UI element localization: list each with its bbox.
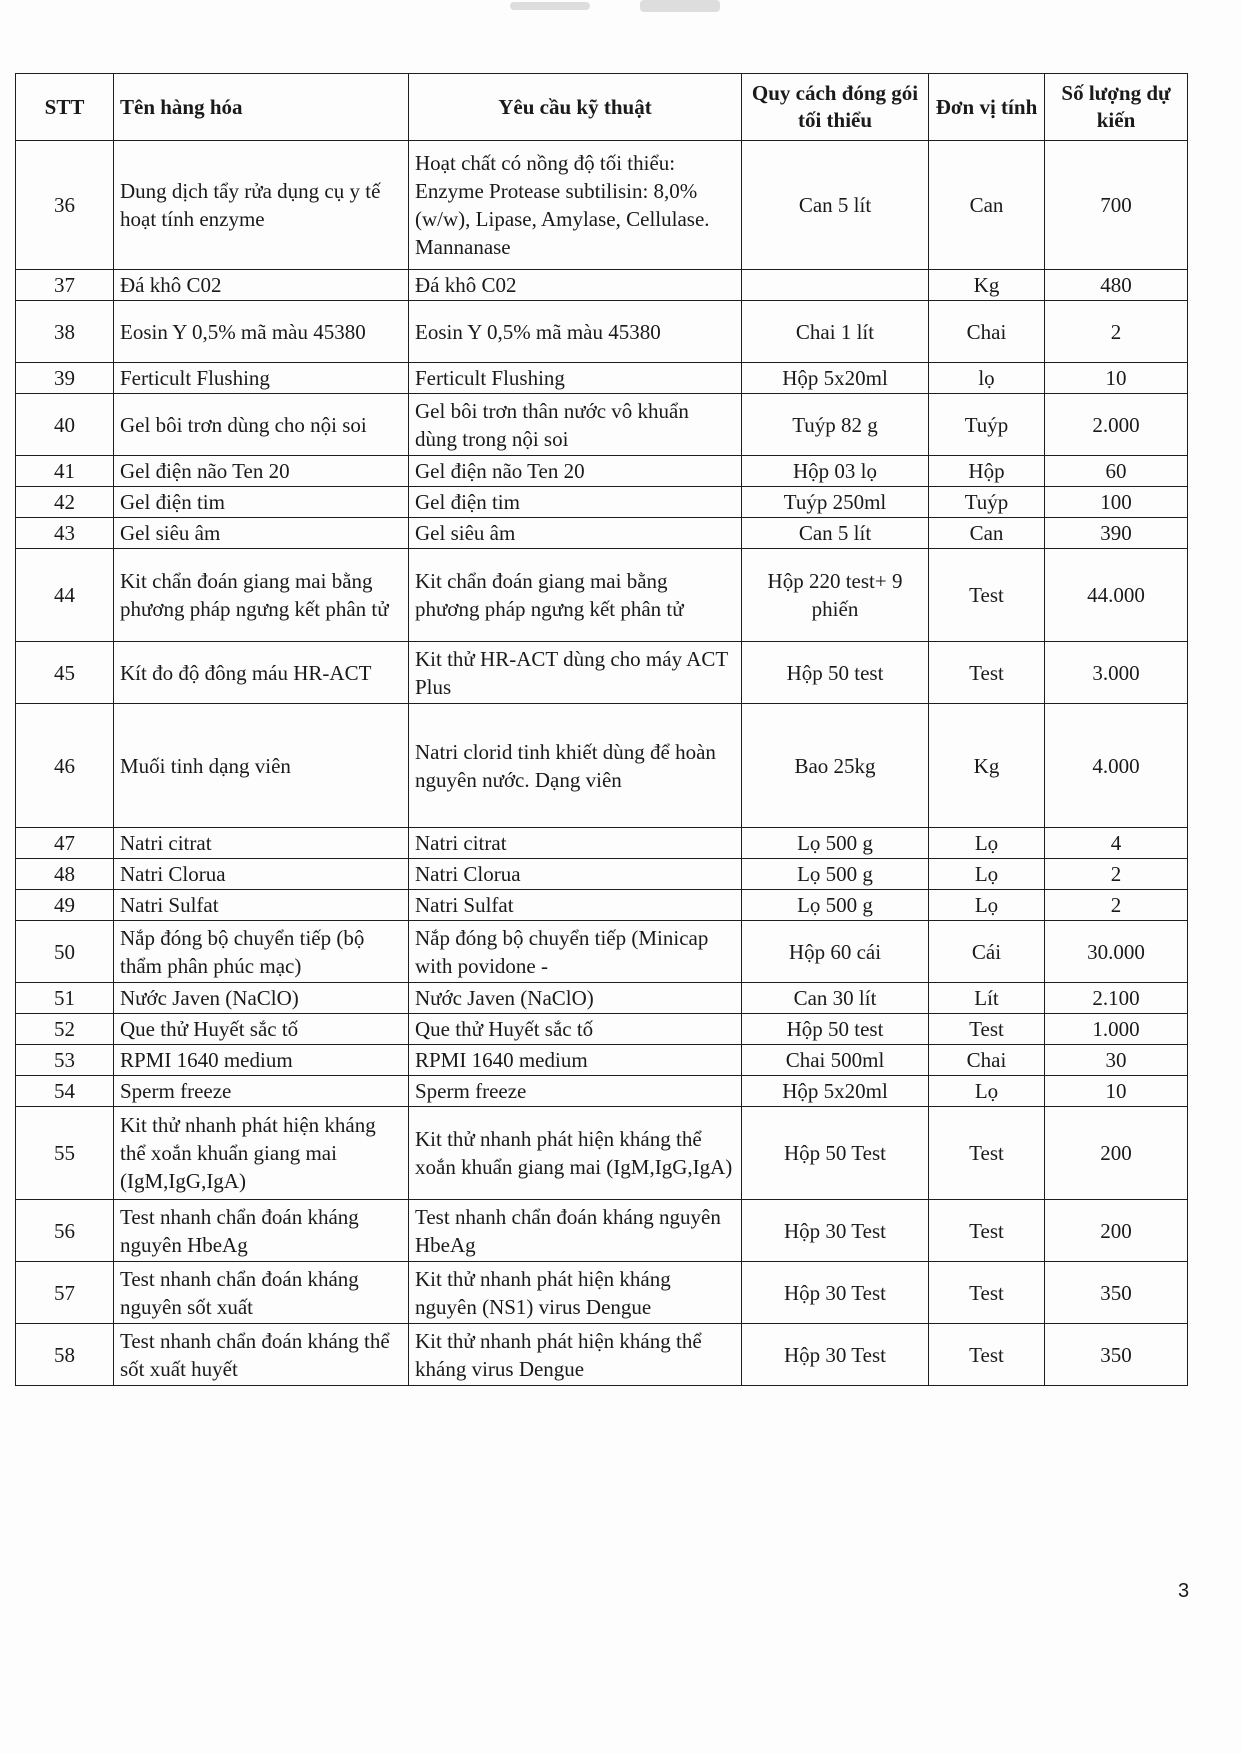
table-row <box>16 1076 1188 1107</box>
cell-unit: Test <box>929 1200 1045 1262</box>
cell-qty: 2.100 <box>1045 983 1188 1014</box>
table-row <box>16 921 1188 983</box>
cell-qty: 30 <box>1045 1045 1188 1076</box>
cell-pack: Lọ 500 g <box>742 828 929 859</box>
cell-name: Eosin Y 0,5% mã màu 45380 <box>114 301 409 363</box>
cell-name: Sperm freeze <box>114 1076 409 1107</box>
cell-stt: 57 <box>16 1262 114 1324</box>
table-row <box>16 890 1188 921</box>
table-row <box>16 141 1188 270</box>
scan-smudge <box>640 0 720 12</box>
cell-pack: Lọ 500 g <box>742 859 929 890</box>
cell-stt: 51 <box>16 983 114 1014</box>
cell-name: Test nhanh chẩn đoán kháng nguyên HbeAg <box>114 1200 409 1262</box>
cell-pack: Hộp 50 test <box>742 642 929 704</box>
cell-name: Natri citrat <box>114 828 409 859</box>
cell-qty: 2 <box>1045 890 1188 921</box>
cell-unit: Test <box>929 1107 1045 1200</box>
cell-spec: Gel siêu âm <box>409 518 742 549</box>
cell-name: Đá khô C02 <box>114 270 409 301</box>
cell-spec: Kit thử HR-ACT dùng cho máy ACT Plus <box>409 642 742 704</box>
cell-name: Nắp đóng bộ chuyển tiếp (bộ thẩm phân phúc mạc) <box>114 921 409 983</box>
cell-pack: Tuýp 82 g <box>742 394 929 456</box>
cell-stt: 47 <box>16 828 114 859</box>
cell-stt: 50 <box>16 921 114 983</box>
table-row <box>16 549 1188 642</box>
cell-stt: 43 <box>16 518 114 549</box>
cell-pack: Hộp 5x20ml <box>742 1076 929 1107</box>
table-row <box>16 828 1188 859</box>
cell-name: Test nhanh chẩn đoán kháng nguyên sốt xuất <box>114 1262 409 1324</box>
cell-pack: Hộp 220 test+ 9 phiến <box>742 549 929 642</box>
cell-spec: Nước Javen (NaClO) <box>409 983 742 1014</box>
table-row <box>16 301 1188 363</box>
cell-stt: 42 <box>16 487 114 518</box>
cell-name: Que thử Huyết sắc tố <box>114 1014 409 1045</box>
cell-stt: 53 <box>16 1045 114 1076</box>
cell-name: Test nhanh chẩn đoán kháng thể sốt xuất huyết <box>114 1324 409 1386</box>
table-row <box>16 363 1188 394</box>
cell-unit: Lọ <box>929 1076 1045 1107</box>
cell-qty: 350 <box>1045 1262 1188 1324</box>
cell-stt: 58 <box>16 1324 114 1386</box>
cell-name: Natri Sulfat <box>114 890 409 921</box>
table-row <box>16 1014 1188 1045</box>
cell-stt: 46 <box>16 704 114 828</box>
cell-qty: 4.000 <box>1045 704 1188 828</box>
cell-pack: Can 30 lít <box>742 983 929 1014</box>
cell-pack: Hộp 50 Test <box>742 1107 929 1200</box>
cell-name: RPMI 1640 medium <box>114 1045 409 1076</box>
table-header-row <box>16 74 1188 141</box>
cell-stt: 39 <box>16 363 114 394</box>
header-unit: Đơn vị tính <box>929 74 1045 141</box>
cell-unit: Test <box>929 1324 1045 1386</box>
cell-stt: 40 <box>16 394 114 456</box>
cell-spec: Gel điện tim <box>409 487 742 518</box>
cell-qty: 2 <box>1045 859 1188 890</box>
cell-pack: Hộp 30 Test <box>742 1324 929 1386</box>
table-row <box>16 1107 1188 1200</box>
cell-qty: 2.000 <box>1045 394 1188 456</box>
header-stt: STT <box>16 74 114 141</box>
cell-name: Kit thử nhanh phát hiện kháng thể xoắn khuẩn giang mai (IgM,IgG,IgA) <box>114 1107 409 1200</box>
cell-stt: 52 <box>16 1014 114 1045</box>
cell-qty: 44.000 <box>1045 549 1188 642</box>
cell-unit: Can <box>929 141 1045 270</box>
cell-qty: 200 <box>1045 1200 1188 1262</box>
cell-qty: 480 <box>1045 270 1188 301</box>
cell-name: Natri Clorua <box>114 859 409 890</box>
cell-unit: Tuýp <box>929 394 1045 456</box>
cell-spec: Kit thử nhanh phát hiện kháng thể xoắn khuẩn giang mai (IgM,IgG,IgA) <box>409 1107 742 1200</box>
cell-name: Nước Javen (NaClO) <box>114 983 409 1014</box>
header-name: Tên hàng hóa <box>114 74 409 141</box>
cell-pack <box>742 270 929 301</box>
cell-unit: Kg <box>929 270 1045 301</box>
table-row <box>16 1045 1188 1076</box>
cell-qty: 390 <box>1045 518 1188 549</box>
table-row <box>16 1324 1188 1386</box>
table-row <box>16 859 1188 890</box>
cell-pack: Can 5 lít <box>742 141 929 270</box>
cell-spec: Gel bôi trơn thân nước vô khuẩn dùng trong nội soi <box>409 394 742 456</box>
cell-stt: 56 <box>16 1200 114 1262</box>
cell-spec: Nắp đóng bộ chuyển tiếp (Minicap with povidone - <box>409 921 742 983</box>
cell-unit: lọ <box>929 363 1045 394</box>
cell-pack: Can 5 lít <box>742 518 929 549</box>
cell-pack: Hộp 5x20ml <box>742 363 929 394</box>
header-spec: Yêu cầu kỹ thuật <box>409 74 742 141</box>
cell-unit: Lọ <box>929 859 1045 890</box>
cell-spec: Eosin Y 0,5% mã màu 45380 <box>409 301 742 363</box>
cell-pack: Tuýp 250ml <box>742 487 929 518</box>
cell-stt: 37 <box>16 270 114 301</box>
cell-unit: Lọ <box>929 890 1045 921</box>
table-row <box>16 983 1188 1014</box>
cell-qty: 10 <box>1045 1076 1188 1107</box>
scan-smudge <box>510 2 590 10</box>
cell-unit: Can <box>929 518 1045 549</box>
table-row <box>16 1262 1188 1324</box>
cell-name: Kít đo độ đông máu HR-ACT <box>114 642 409 704</box>
cell-unit: Test <box>929 642 1045 704</box>
cell-pack: Hộp 03 lọ <box>742 456 929 487</box>
cell-unit: Test <box>929 1262 1045 1324</box>
table-row <box>16 704 1188 828</box>
cell-spec: Kit thử nhanh phát hiện kháng thể kháng virus Dengue <box>409 1324 742 1386</box>
header-qty: Số lượng dự kiến <box>1045 74 1188 141</box>
cell-name: Gel siêu âm <box>114 518 409 549</box>
cell-stt: 44 <box>16 549 114 642</box>
cell-pack: Bao 25kg <box>742 704 929 828</box>
goods-table <box>15 73 1188 1386</box>
cell-pack: Hộp 30 Test <box>742 1262 929 1324</box>
table-row <box>16 642 1188 704</box>
cell-name: Ferticult Flushing <box>114 363 409 394</box>
table-row <box>16 518 1188 549</box>
cell-name: Gel điện tim <box>114 487 409 518</box>
cell-stt: 38 <box>16 301 114 363</box>
cell-qty: 3.000 <box>1045 642 1188 704</box>
cell-unit: Chai <box>929 301 1045 363</box>
cell-stt: 36 <box>16 141 114 270</box>
cell-qty: 350 <box>1045 1324 1188 1386</box>
cell-unit: Chai <box>929 1045 1045 1076</box>
cell-spec: Natri citrat <box>409 828 742 859</box>
cell-pack: Hộp 30 Test <box>742 1200 929 1262</box>
cell-spec: Ferticult Flushing <box>409 363 742 394</box>
cell-spec: Gel điện não Ten 20 <box>409 456 742 487</box>
cell-spec: Que thử Huyết sắc tố <box>409 1014 742 1045</box>
cell-stt: 41 <box>16 456 114 487</box>
cell-qty: 30.000 <box>1045 921 1188 983</box>
table-row <box>16 456 1188 487</box>
cell-stt: 45 <box>16 642 114 704</box>
cell-spec: Sperm freeze <box>409 1076 742 1107</box>
cell-unit: Lọ <box>929 828 1045 859</box>
cell-unit: Test <box>929 549 1045 642</box>
cell-spec: Natri clorid tinh khiết dùng để hoàn nguyên nước. Dạng viên <box>409 704 742 828</box>
cell-unit: Lít <box>929 983 1045 1014</box>
cell-spec: Test nhanh chẩn đoán kháng nguyên HbeAg <box>409 1200 742 1262</box>
cell-name: Kit chẩn đoán giang mai bằng phương pháp ngưng kết phân tử <box>114 549 409 642</box>
cell-stt: 48 <box>16 859 114 890</box>
cell-qty: 700 <box>1045 141 1188 270</box>
cell-qty: 60 <box>1045 456 1188 487</box>
cell-spec: Natri Sulfat <box>409 890 742 921</box>
cell-spec: RPMI 1640 medium <box>409 1045 742 1076</box>
cell-stt: 55 <box>16 1107 114 1200</box>
cell-name: Gel điện não Ten 20 <box>114 456 409 487</box>
cell-spec: Đá khô C02 <box>409 270 742 301</box>
header-pack: Quy cách đóng gói tối thiểu <box>742 74 929 141</box>
table-row <box>16 394 1188 456</box>
cell-qty: 2 <box>1045 301 1188 363</box>
cell-pack: Chai 500ml <box>742 1045 929 1076</box>
cell-unit: Cái <box>929 921 1045 983</box>
cell-qty: 10 <box>1045 363 1188 394</box>
cell-qty: 100 <box>1045 487 1188 518</box>
cell-qty: 4 <box>1045 828 1188 859</box>
cell-unit: Hộp <box>929 456 1045 487</box>
cell-pack: Lọ 500 g <box>742 890 929 921</box>
cell-stt: 49 <box>16 890 114 921</box>
cell-spec: Hoạt chất có nồng độ tối thiểu: Enzyme Protease subtilisin: 8,0% (w/w), Lipase, Amylase, Cellulase. Mannanase <box>409 141 742 270</box>
cell-pack: Chai 1 lít <box>742 301 929 363</box>
table-row <box>16 1200 1188 1262</box>
cell-name: Dung dịch tẩy rửa dụng cụ y tế hoạt tính enzyme <box>114 141 409 270</box>
cell-pack: Hộp 50 test <box>742 1014 929 1045</box>
cell-spec: Natri Clorua <box>409 859 742 890</box>
cell-unit: Tuýp <box>929 487 1045 518</box>
page-number: 3 <box>1178 1580 1190 1602</box>
cell-qty: 1.000 <box>1045 1014 1188 1045</box>
cell-stt: 54 <box>16 1076 114 1107</box>
cell-pack: Hộp 60 cái <box>742 921 929 983</box>
cell-unit: Kg <box>929 704 1045 828</box>
cell-name: Muối tinh dạng viên <box>114 704 409 828</box>
cell-qty: 200 <box>1045 1107 1188 1200</box>
cell-name: Gel bôi trơn dùng cho nội soi <box>114 394 409 456</box>
table-row <box>16 270 1188 301</box>
table-row <box>16 487 1188 518</box>
cell-spec: Kit thử nhanh phát hiện kháng nguyên (NS1) virus Dengue <box>409 1262 742 1324</box>
cell-spec: Kit chẩn đoán giang mai bằng phương pháp ngưng kết phân tử <box>409 549 742 642</box>
cell-unit: Test <box>929 1014 1045 1045</box>
